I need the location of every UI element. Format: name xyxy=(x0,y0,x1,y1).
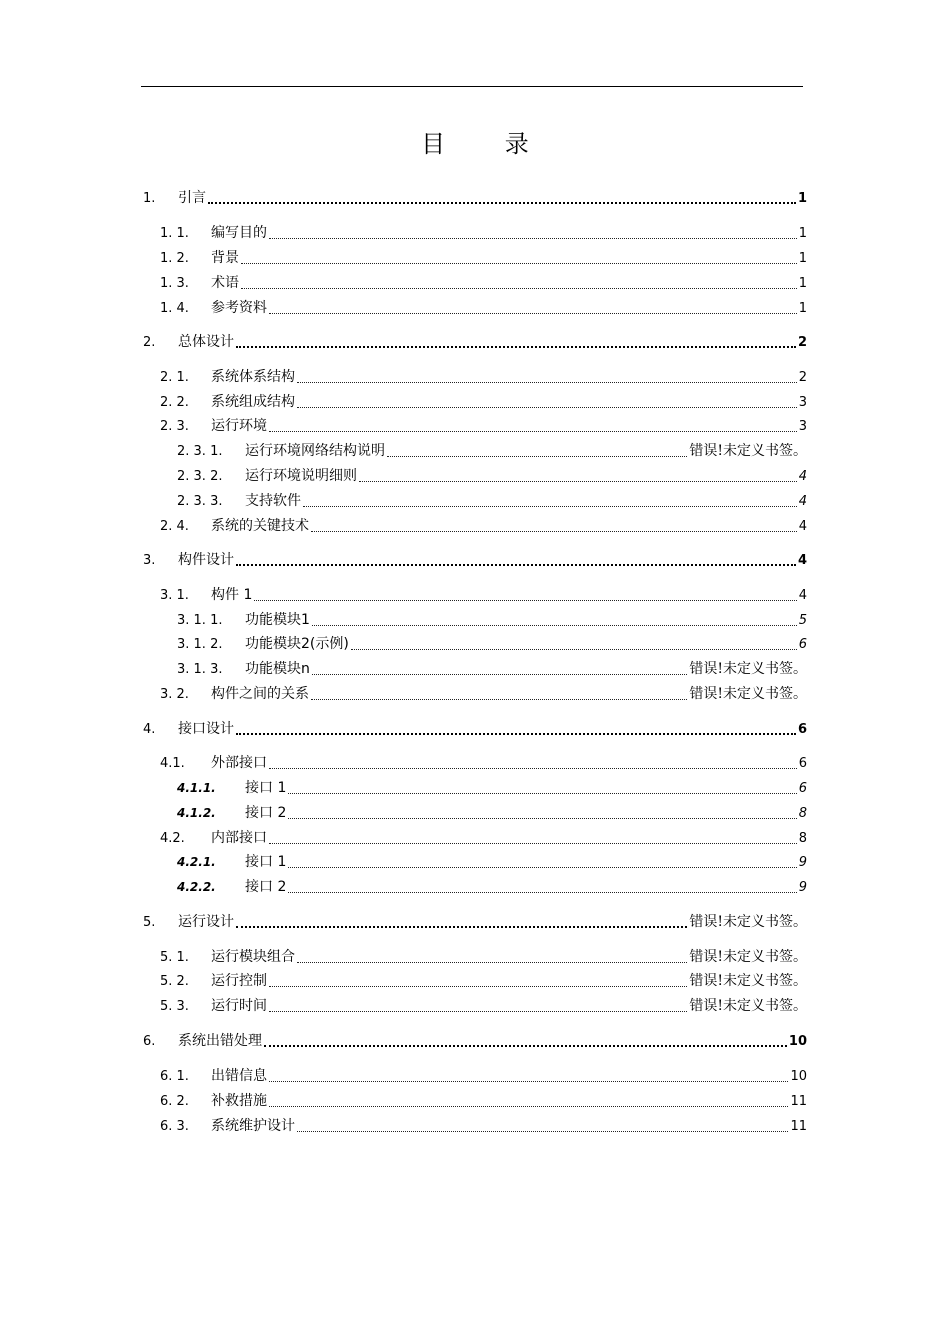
toc-entry-page: 6 xyxy=(798,637,807,652)
toc-entry-label: 功能模块2(示例) xyxy=(245,636,349,652)
toc-entry-label: 系统体系结构 xyxy=(211,369,295,385)
toc-entry-number: 5. xyxy=(143,915,156,930)
toc-entry-label: 运行时间 xyxy=(211,998,267,1014)
toc-entry-number: 1. 4. xyxy=(160,301,189,316)
toc-entry-page: 9 xyxy=(798,855,807,870)
dot-leader xyxy=(311,699,687,700)
toc-entry-page: 4 xyxy=(798,494,807,509)
toc-entry[interactable] xyxy=(160,415,807,437)
toc-entry[interactable] xyxy=(160,683,807,705)
dot-leader xyxy=(351,649,797,650)
toc-entry-number: 4.2.2. xyxy=(177,880,216,894)
toc-entry[interactable] xyxy=(177,851,807,873)
header-rule xyxy=(141,86,803,87)
dot-leader xyxy=(288,818,796,819)
toc-entry[interactable] xyxy=(143,718,807,740)
toc-title: 目 录 xyxy=(421,130,555,158)
toc-entry-number: 4.1.1. xyxy=(177,781,216,795)
dot-leader xyxy=(241,263,797,264)
toc-entry-number: 4.1. xyxy=(160,756,185,771)
dot-leader xyxy=(269,843,797,844)
toc-entry-page: 10 xyxy=(788,1034,807,1049)
toc-entry-label: 系统维护设计 xyxy=(211,1118,295,1134)
toc-entry-page: 6 xyxy=(798,781,807,796)
toc-entry-page: 错误!未定义书签。 xyxy=(689,686,807,702)
toc-entry[interactable] xyxy=(160,515,807,537)
toc-entry-label: 总体设计 xyxy=(178,334,234,350)
toc-entry[interactable] xyxy=(160,1115,807,1137)
toc-entry-number: 3. 2. xyxy=(160,687,189,702)
toc-entry[interactable] xyxy=(160,391,807,413)
toc-entry-page: 4 xyxy=(798,519,807,534)
toc-entry[interactable] xyxy=(160,584,807,606)
dot-leader xyxy=(208,202,796,204)
toc-entry[interactable] xyxy=(177,465,807,487)
dot-leader xyxy=(269,1011,687,1012)
toc-entry-label: 系统出错处理 xyxy=(178,1033,262,1049)
toc-entry[interactable] xyxy=(177,490,807,512)
toc-entry-number: 6. 3. xyxy=(160,1119,189,1134)
toc-entry[interactable] xyxy=(160,995,807,1017)
toc-entry-label: 接口设计 xyxy=(178,721,234,737)
toc-entry[interactable] xyxy=(177,876,807,898)
toc-entry-number: 2. 3. xyxy=(160,419,189,434)
toc-entry-label: 编写目的 xyxy=(211,225,267,241)
toc-entry-label: 内部接口 xyxy=(211,830,267,846)
dot-leader xyxy=(387,456,687,457)
toc-entry-number: 5. 1. xyxy=(160,950,189,965)
dot-leader xyxy=(297,382,797,383)
toc-entry-page: 错误!未定义书签。 xyxy=(689,914,807,930)
toc-entry-label: 系统组成结构 xyxy=(211,394,295,410)
toc-entry-number: 2. 4. xyxy=(160,519,189,534)
toc-entry-page: 错误!未定义书签。 xyxy=(689,949,807,965)
toc-entry[interactable] xyxy=(143,911,807,933)
toc-entry[interactable] xyxy=(160,247,807,269)
toc-entry[interactable] xyxy=(160,1090,807,1112)
toc-entry-number: 5. 3. xyxy=(160,999,189,1014)
dot-leader xyxy=(269,313,797,314)
toc-entry[interactable] xyxy=(160,946,807,968)
toc-entry[interactable] xyxy=(160,827,807,849)
dot-leader xyxy=(269,431,797,432)
toc-entry-page: 8 xyxy=(798,806,807,821)
toc-entry-number: 2. 3. 2. xyxy=(177,469,223,484)
toc-entry-label: 出错信息 xyxy=(211,1068,267,1084)
toc-entry-number: 4. xyxy=(143,722,156,737)
toc-entry-label: 运行环境说明细则 xyxy=(245,468,357,484)
toc-entry-page: 5 xyxy=(798,613,807,628)
toc-entry-number: 2. 2. xyxy=(160,395,189,410)
toc-entry[interactable] xyxy=(177,440,807,462)
toc-entry-number: 1. 1. xyxy=(160,226,189,241)
toc-entry-label: 运行环境 xyxy=(211,418,267,434)
dot-leader xyxy=(303,506,797,507)
toc-entry-label: 引言 xyxy=(178,190,206,206)
toc-entry-label: 运行环境网络结构说明 xyxy=(245,443,385,459)
toc-entry-page: 9 xyxy=(798,880,807,895)
toc-entry-page: 错误!未定义书签。 xyxy=(689,973,807,989)
dot-leader xyxy=(288,892,796,893)
toc-entry-label: 参考资料 xyxy=(211,300,267,316)
toc-entry[interactable] xyxy=(160,297,807,319)
toc-entry-page: 错误!未定义书签。 xyxy=(689,998,807,1014)
toc-entry-label: 运行模块组合 xyxy=(211,949,295,965)
toc-entry-page: 1 xyxy=(798,226,807,241)
toc-entry-page: 6 xyxy=(798,756,807,771)
toc-entry-label: 外部接口 xyxy=(211,755,267,771)
toc-entry-page: 2 xyxy=(797,335,807,350)
toc-entry-page: 8 xyxy=(798,831,807,846)
toc-entry-label: 功能模块1 xyxy=(245,612,310,628)
toc-entry[interactable] xyxy=(143,1030,807,1052)
toc-entry-page: 1 xyxy=(797,191,807,206)
toc-entry-number: 1. 2. xyxy=(160,251,189,266)
dot-leader xyxy=(254,600,796,601)
toc-entry-number: 1. xyxy=(143,191,156,206)
toc-entry-label: 术语 xyxy=(211,275,239,291)
toc-entry[interactable] xyxy=(177,802,807,824)
toc-entry-page: 1 xyxy=(798,276,807,291)
toc-entry-number: 4.1.2. xyxy=(177,806,216,820)
toc-entry-label: 接口 2 xyxy=(245,879,287,895)
toc-entry[interactable] xyxy=(177,777,807,799)
toc-entry-page: 错误!未定义书签。 xyxy=(689,661,807,677)
dot-leader xyxy=(236,564,796,566)
toc-entry-label: 构件 1 xyxy=(211,587,253,603)
dot-leader xyxy=(269,238,797,239)
toc-entry[interactable] xyxy=(143,549,807,571)
toc-entry-page: 4 xyxy=(798,469,807,484)
toc-entry[interactable] xyxy=(177,633,807,655)
dot-leader xyxy=(312,625,797,626)
toc-entry-label: 背景 xyxy=(211,250,239,266)
toc-entry-page: 2 xyxy=(798,370,807,385)
toc-entry-page: 4 xyxy=(798,588,807,603)
toc-entry-number: 4.2.1. xyxy=(177,855,216,869)
dot-leader xyxy=(241,288,797,289)
toc-entry[interactable] xyxy=(143,331,807,353)
toc-entry-number: 2. 1. xyxy=(160,370,189,385)
toc-entry-page: 3 xyxy=(798,419,807,434)
toc-entry-label: 支持软件 xyxy=(245,493,301,509)
toc-entry[interactable] xyxy=(177,658,807,680)
toc-entry-number: 6. 1. xyxy=(160,1069,189,1084)
toc-entry-number: 2. 3. 3. xyxy=(177,494,223,509)
dot-leader xyxy=(311,531,797,532)
dot-leader xyxy=(236,733,796,735)
dot-leader xyxy=(269,1106,788,1107)
toc-entry-number: 6. 2. xyxy=(160,1094,189,1109)
toc-entry-number: 5. 2. xyxy=(160,974,189,989)
toc-entry-label: 构件设计 xyxy=(178,552,234,568)
toc-entry[interactable] xyxy=(143,187,807,209)
toc-entry[interactable] xyxy=(160,752,807,774)
toc-entry[interactable] xyxy=(177,609,807,631)
toc-entry-page: 1 xyxy=(798,251,807,266)
toc-entry-label: 构件之间的关系 xyxy=(211,686,309,702)
toc-entry-page: 3 xyxy=(798,395,807,410)
toc-entry-number: 2. 3. 1. xyxy=(177,444,223,459)
toc-entry[interactable] xyxy=(160,970,807,992)
dot-leader xyxy=(236,926,687,928)
toc-entry-number: 3. 1. 2. xyxy=(177,637,223,652)
dot-leader xyxy=(288,793,796,794)
toc-entry-label: 接口 1 xyxy=(245,780,287,796)
toc-entry-label: 系统的关键技术 xyxy=(211,518,309,534)
toc-entry[interactable] xyxy=(160,222,807,244)
toc-entry-number: 1. 3. xyxy=(160,276,189,291)
toc-entry-label: 接口 1 xyxy=(245,854,287,870)
toc-entry-number: 6. xyxy=(143,1034,156,1049)
dot-leader xyxy=(288,867,796,868)
toc-entry-number: 3. 1. 1. xyxy=(177,613,223,628)
toc-entry-label: 功能模块n xyxy=(245,661,310,677)
toc-entry-page: 6 xyxy=(797,722,807,737)
toc-entry-label: 接口 2 xyxy=(245,805,287,821)
dot-leader xyxy=(264,1045,787,1047)
dot-leader xyxy=(236,346,796,348)
toc-entry-label: 运行控制 xyxy=(211,973,267,989)
toc-entry-page: 11 xyxy=(790,1094,807,1109)
dot-leader xyxy=(359,481,797,482)
toc-entry-number: 3. 1. xyxy=(160,588,189,603)
toc-entry-number: 3. 1. 3. xyxy=(177,662,223,677)
toc-entry[interactable] xyxy=(160,1065,807,1087)
toc-entry[interactable] xyxy=(160,272,807,294)
toc-entry-page: 1 xyxy=(798,301,807,316)
toc-entry-page: 4 xyxy=(797,553,807,568)
dot-leader xyxy=(297,407,797,408)
dot-leader xyxy=(269,986,687,987)
toc-entry-page: 错误!未定义书签。 xyxy=(689,443,807,459)
dot-leader xyxy=(312,674,687,675)
toc-entry-number: 4.2. xyxy=(160,831,185,846)
toc-entry-label: 运行设计 xyxy=(178,914,234,930)
dot-leader xyxy=(269,768,797,769)
toc-entry-page: 10 xyxy=(790,1069,807,1084)
toc-entry[interactable] xyxy=(160,366,807,388)
toc-entry-page: 11 xyxy=(790,1119,807,1134)
dot-leader xyxy=(297,1131,788,1132)
dot-leader xyxy=(297,962,687,963)
dot-leader xyxy=(269,1081,788,1082)
toc-entry-number: 3. xyxy=(143,553,156,568)
toc-entry-label: 补救措施 xyxy=(211,1093,267,1109)
toc-entry-number: 2. xyxy=(143,335,156,350)
